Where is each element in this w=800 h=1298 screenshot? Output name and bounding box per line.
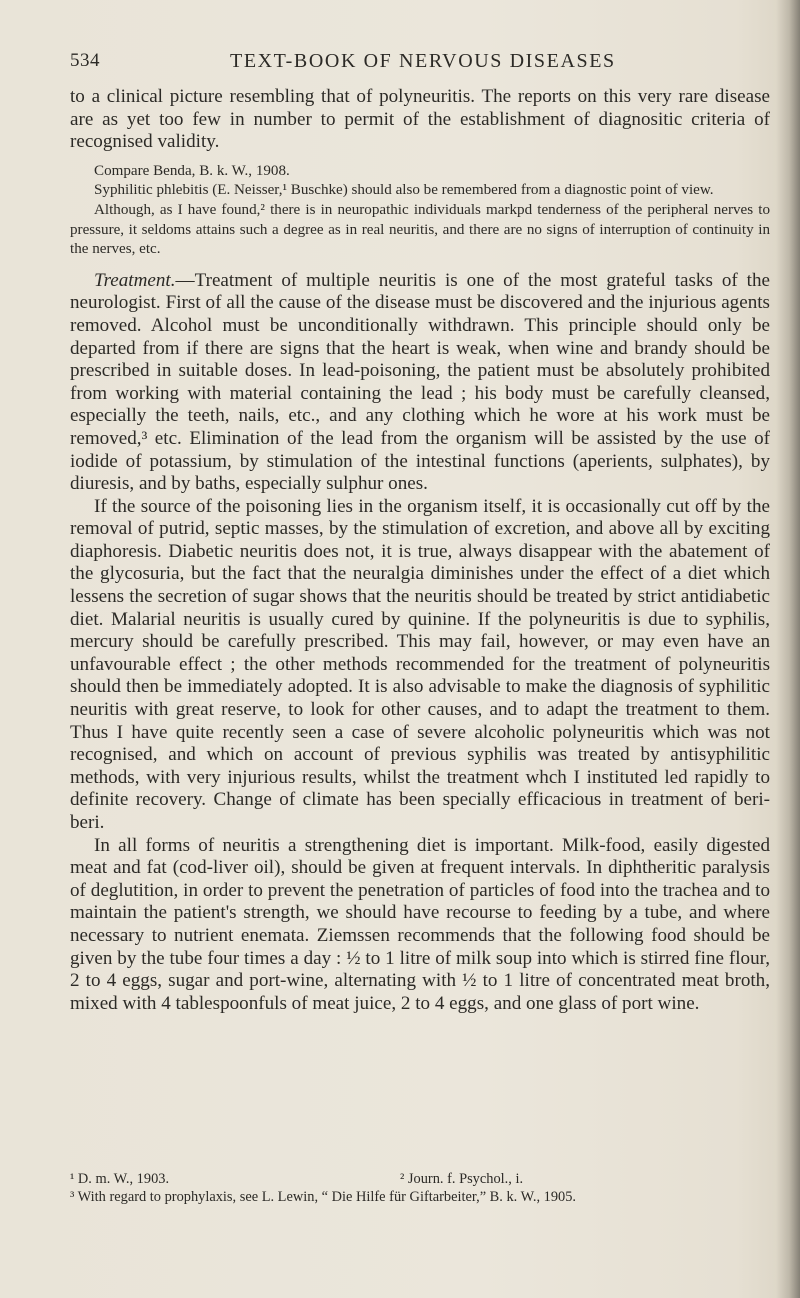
page-edge-shadow xyxy=(776,0,800,1298)
footnote-1: ¹ D. m. W., 1903. xyxy=(70,1171,170,1187)
footnote-2: ² Journ. f. Psychol., i. xyxy=(400,1171,524,1187)
running-head: TEXT-BOOK OF NERVOUS DISEASES xyxy=(230,50,616,72)
poison-source-paragraph: If the source of the poisoning lies in the organism itself, it is occasionally cut off by the removal of putrid, septic masses, by the stimulation of excretion, and above all by exciting diaphoresis. Diabetic neuritis does not, it is true, always disappear with the abatement of the glycosuria, but the fact that the neuralgia diminishes under the effect of a diet which lessens the secretion of sugar shows that the neuritis should be treated by strict antidiabetic diet. Malarial neuritis is usually cured by quinine. If the polyneuritis is due to syphilis, mercury should be carefully prescribed. This may fail, however, or may even have an unfavourable effect ; the other methods recommended for the treatment of polyneuritis should then be immediately adopted. It is also advisable to make the diagnosis of syphilitic neuritis with great reserve, to look for other causes, and to adapt the treatment to them. Thus I have quite recently seen a case of severe alcoholic polyneuritis which was not recognised, and which on account of previous syphilis was treated by antisyphilitic methods, with very injurious results, whilst the treatment whch I instituted led rapidly to definite recovery. Change of climate has been specially efficacious in treatment of beri-beri. xyxy=(70,495,770,833)
page-body xyxy=(70,86,770,1015)
treatment-text: —Treatment of multiple neuritis is one of the most grateful tasks of the neurologist. First of all the cause of the disease must be discovered and the injurious agents removed. Alcohol must be unconditionally withdrawn. This principle should only be departed from if there are signs that the heart is weak, when wine and brandy should be prescribed in suitable doses. In lead-poisoning, the patient must be absolutely prohibited from working with material containing the lead ; his body must be carefully cleansed, especially the teeth, nails, etc., and any clothing which he wore at his work must be removed,³ etc. Elimination of the lead from the organism will be assisted by the use of iodide of potassium, by stimulation of the intestinal functions (aperients, sulphates), by diuresis, and by baths, especially sulphur ones. xyxy=(70,269,770,495)
page-number: 534 xyxy=(70,50,100,71)
footnote-3: ³ With regard to prophylaxis, see L. Lewin, “ Die Hilfe für Giftarbeiter,” B. k. W., 1905. xyxy=(70,1189,577,1205)
diet-paragraph: In all forms of neuritis a strengthening diet is important. Milk-food, easily digested meat and fat (cod-liver oil), should be given at frequent intervals. In diphtheritic paralysis of deglutition, in order to prevent the penetration of particles of food into the trachea and to maintain the patient's strength, we should have recourse to feeding by a tube, and where necessary to nutrient enemata. Ziemssen recommends that the following food should be given by the tube four times a day : ½ to 1 litre of milk soup into which is stirred fine flour, 2 to 4 eggs, sugar and port-wine, alternating with ½ to 1 litre of concentrated meat broth, mixed with 4 tablespoonfuls of meat juice, 2 to 4 eggs, and one glass of port wine. xyxy=(70,834,770,1014)
treatment-heading: Treatment. xyxy=(94,269,176,291)
intro-paragraph: to a clinical picture resembling that of polyneuritis. The reports on this very rare disease are as yet too few in number to permit of the establishment of diagnositic criteria of recognised validity. xyxy=(70,86,770,153)
note-tenderness: Although, as I have found,² there is in neuropathic individuals markpd tenderness of the peripheral nerves to pressure, it seldoms attains such a degree as in real neuritis, and there are no signs of interruption of continuity in the nerves, etc. xyxy=(70,201,770,258)
page-header xyxy=(70,50,750,80)
treatment-paragraph xyxy=(70,270,770,496)
note-syphilitic-phlebitis: Syphilitic phlebitis (E. Neisser,¹ Buschke) should also be remembered from a diagnostic point of view. xyxy=(94,182,714,199)
note-compare: Compare Benda, B. k. W., 1908. xyxy=(94,162,290,179)
footnote-row xyxy=(70,1170,770,1188)
footnotes xyxy=(70,1170,770,1206)
